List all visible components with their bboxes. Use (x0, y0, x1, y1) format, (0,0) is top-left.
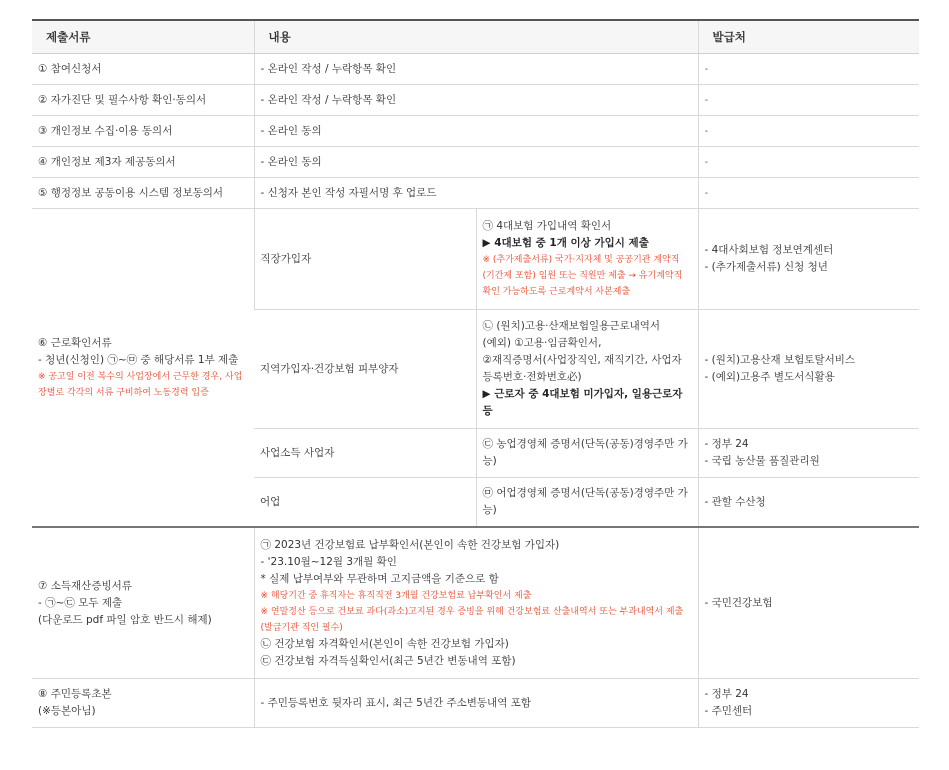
subtype-label: 직장가입자 (254, 209, 476, 310)
subtype-doc: ㉢ 농업경영체 증명서(단독(공동)경영주만 가능) (476, 429, 698, 478)
doc-name: ⑥ 근로확인서류 (38, 336, 112, 349)
issuer-line: - (추가제출서류) 신청 청년 (704, 261, 828, 273)
doc-issuer: - (698, 54, 919, 85)
table-row (32, 85, 919, 116)
content-line: - '23.10월~12월 3개월 확인 (260, 555, 397, 568)
subtype-doc: ②재직증명서(사업장직인, 재직기간, 사업자등록번호·전화번호必) (482, 354, 682, 383)
subtype-label: 사업소득 사업자 (254, 429, 476, 478)
doc-name: ⑦ 소득재산증빙서류 (38, 579, 132, 592)
doc-name-note: ※ 공고일 이전 복수의 사업장에서 근무한 경우, 사업장별로 각각의 서류 구비하여 노동경력 입증 (38, 371, 243, 398)
subtype-label: 지역가입자·건강보험 피부양자 (254, 310, 476, 429)
table-row (32, 54, 919, 85)
doc-content: - 주민등록번호 뒷자리 표시, 최근 5년간 주소변동내역 포함 (254, 679, 698, 728)
content-line: ㉠ 2023년 건강보험료 납부확인서(본인이 속한 건강보험 가입자) (260, 538, 560, 551)
issuer-line: - 주민센터 (704, 705, 753, 717)
doc-name-desc: (다운로드 pdf 파일 암호 반드시 해제) (38, 613, 212, 626)
content-line: ㉡ 건강보험 자격확인서(본인이 속한 건강보험 가입자) (260, 637, 509, 650)
subtype-doc: ㉤ 어업경영체 증명서(단독(공동)경영주만 가능) (476, 478, 698, 528)
header-issuer: 발급처 (698, 20, 919, 54)
doc-name-desc: (※등본아님) (38, 705, 96, 717)
doc-issuer (698, 679, 919, 728)
subtype-issuer (698, 209, 919, 310)
doc-name: ② 자가진단 및 필수사항 확인·동의서 (32, 85, 254, 116)
doc-content: - 온라인 동의 (254, 116, 698, 147)
doc-content: - 신청자 본인 작성 자필서명 후 업로드 (254, 178, 698, 209)
content-line: * 실제 납부여부와 무관하며 고지금액을 기준으로 함 (260, 572, 499, 585)
issuer-line: - (원치)고용산재 보험토탈서비스 (704, 354, 856, 366)
header-content: 내용 (254, 20, 698, 54)
doc-content: - 온라인 작성 / 누락항목 확인 (254, 54, 698, 85)
subtype-docs (476, 209, 698, 310)
subtype-doc-emphasis: ▶ 4대보험 중 1개 이상 가입시 제출 (482, 237, 649, 249)
subtype-doc: (예외) ①고용·임금확인서, (482, 337, 602, 349)
content-line: ㉢ 건강보험 자격득실확인서(최근 5년간 변동내역 포함) (260, 654, 516, 667)
table-row (32, 147, 919, 178)
issuer-line: - 정부 24 (704, 438, 749, 450)
doc-issuer: - (698, 85, 919, 116)
table-row (32, 527, 919, 679)
doc-issuer: - (698, 147, 919, 178)
table-row (32, 679, 919, 728)
subtype-docs (476, 310, 698, 429)
subtype-label: 어업 (254, 478, 476, 528)
doc-name-desc: - 청년(신청인) ㉠~㉤ 중 해당서류 1부 제출 (38, 353, 239, 366)
subtype-doc: ㉠ 4대보험 가입내역 확인서 (482, 220, 612, 232)
doc-name-group (32, 679, 254, 728)
issuer-line: - 4대사회보험 정보연계센터 (704, 244, 834, 256)
subtype-issuer (698, 429, 919, 478)
doc-name: ① 참여신청서 (32, 54, 254, 85)
issuer-line: - 정부 24 (704, 688, 749, 700)
subtype-doc-emphasis: ▶ 근로자 중 4대보험 미가입자, 일용근로자 등 (482, 388, 683, 417)
issuer-line: - 국립 농산물 품질관리원 (704, 455, 820, 467)
documents-table (32, 19, 919, 728)
table-row (32, 178, 919, 209)
issuer-line: - (예외)고용주 별도서식활용 (704, 371, 835, 383)
content-note: ※ 해당기간 중 휴직자는 휴직직전 3개월 건강보험료 납부확인서 제출 (260, 590, 532, 601)
table-row (32, 116, 919, 147)
doc-content (254, 527, 698, 679)
doc-issuer: - (698, 116, 919, 147)
subtype-doc: ㉡ (원치)고용·산재보험일용근로내역서 (482, 320, 661, 332)
content-note: ※ 연말정산 등으로 건보료 과다(과소)고지된 경우 증빙을 위해 건강보험료 산출내역서 또는 부과내역서 제출(발급기관 직인 필수) (260, 606, 684, 633)
subtype-doc-note: ※ (추가제출서류) 국가·지자체 및 공공기관 계약직(기간제 포함) 임원 또는 직원만 제출 → 유기계약직 확인 가능하도록 근로계약서 사본제출 (482, 255, 683, 297)
doc-name: ④ 개인정보 제3자 제공동의서 (32, 147, 254, 178)
doc-issuer: - (698, 178, 919, 209)
doc-name: ⑧ 주민등록초본 (38, 688, 112, 700)
doc-name: ③ 개인정보 수집·이용 동의서 (32, 116, 254, 147)
doc-name-group (32, 209, 254, 528)
doc-issuer: - 국민건강보험 (698, 527, 919, 679)
doc-content: - 온라인 작성 / 누락항목 확인 (254, 85, 698, 116)
doc-content: - 온라인 동의 (254, 147, 698, 178)
subtype-issuer (698, 310, 919, 429)
table-header-row (32, 20, 919, 54)
doc-name: ⑤ 행정정보 공동이용 시스템 정보동의서 (32, 178, 254, 209)
doc-name-group (32, 527, 254, 679)
doc-name-desc: - ㉠~㉢ 모두 제출 (38, 596, 123, 609)
subtype-issuer: - 관할 수산청 (698, 478, 919, 528)
table-row (32, 209, 919, 310)
header-documents: 제출서류 (32, 20, 254, 54)
